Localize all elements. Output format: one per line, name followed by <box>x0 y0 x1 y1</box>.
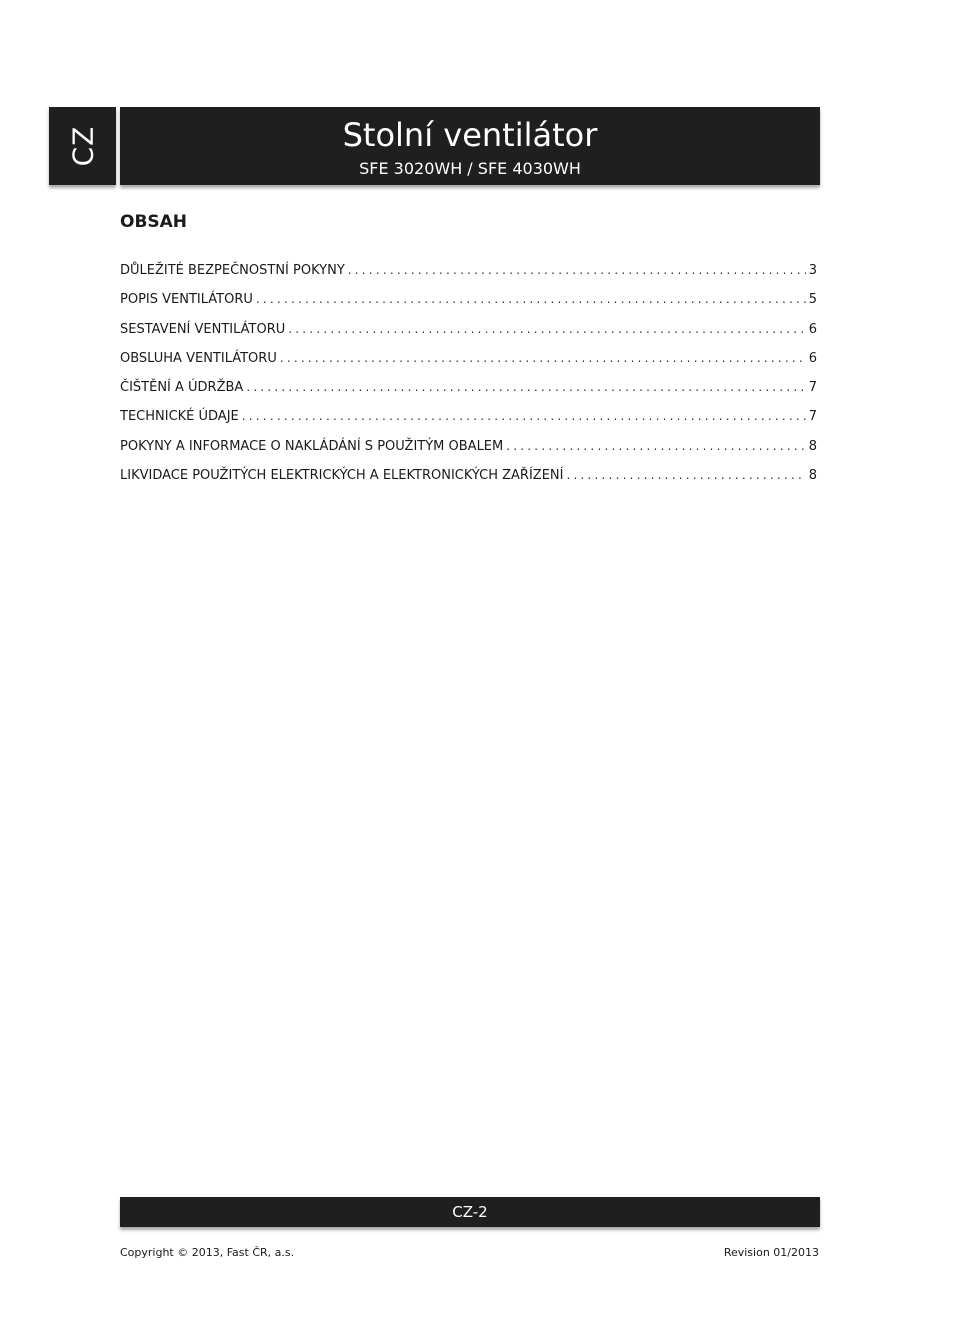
toc-item-page: 6 <box>808 321 817 337</box>
toc-item-page: 8 <box>808 438 817 454</box>
toc-item[interactable] <box>120 432 817 461</box>
toc-item-label: POKYNY A INFORMACE O NAKLÁDÁNÍ S POUŽITÝM OBALEM <box>120 438 504 454</box>
footer-bar <box>120 1197 820 1227</box>
toc-item-page: 5 <box>808 292 817 308</box>
toc-item-page: 7 <box>808 409 817 425</box>
toc-item[interactable] <box>120 256 817 285</box>
toc-leader-dots <box>280 344 806 373</box>
toc-item-page: 3 <box>808 263 817 278</box>
toc-item-label: POPIS VENTILÁTORU <box>120 292 253 308</box>
toc-item[interactable] <box>120 402 817 431</box>
toc-item[interactable] <box>120 461 817 490</box>
page-subtitle: SFE 3020WH / SFE 4030WH <box>359 159 581 178</box>
toc-item-label: LIKVIDACE POUŽITÝCH ELEKTRICKÝCH A ELEKTRONICKÝCH ZAŘÍZENÍ <box>120 468 564 484</box>
language-tab <box>49 107 116 185</box>
toc-leader-dots <box>242 402 806 431</box>
toc-item-label: TECHNICKÉ ÚDAJE <box>120 409 239 425</box>
toc-leader-dots <box>246 373 805 402</box>
toc-leader-dots <box>566 461 805 490</box>
toc-leader-dots <box>256 285 806 314</box>
toc-item-label: DŮLEŽITÉ BEZPEČNOSTNÍ POKYNY <box>120 263 345 278</box>
toc-leader-dots <box>348 256 806 285</box>
toc-item-page: 6 <box>808 350 817 366</box>
toc-item[interactable] <box>120 344 817 373</box>
toc-item-page: 8 <box>808 468 817 484</box>
page-number: CZ-2 <box>452 1203 488 1221</box>
toc-item[interactable] <box>120 285 817 314</box>
toc-heading: OBSAH <box>120 212 188 232</box>
toc-leader-dots <box>288 315 805 344</box>
toc-item-label: ČIŠTĚNÍ A ÚDRŽBA <box>120 380 244 396</box>
copyright-text: Copyright © 2013, Fast ČR, a.s. <box>120 1246 295 1259</box>
page-title: Stolní ventilátor <box>342 116 598 154</box>
revision-text: Revision 01/2013 <box>723 1246 819 1259</box>
toc-item-page: 7 <box>808 380 817 396</box>
title-bar <box>120 107 820 185</box>
table-of-contents <box>120 256 817 490</box>
language-tab-label: CZ <box>66 125 99 167</box>
toc-leader-dots <box>506 432 805 461</box>
toc-item[interactable] <box>120 315 817 344</box>
toc-item-label: OBSLUHA VENTILÁTORU <box>120 350 277 366</box>
toc-item[interactable] <box>120 373 817 402</box>
toc-item-label: SESTAVENÍ VENTILÁTORU <box>120 321 286 337</box>
